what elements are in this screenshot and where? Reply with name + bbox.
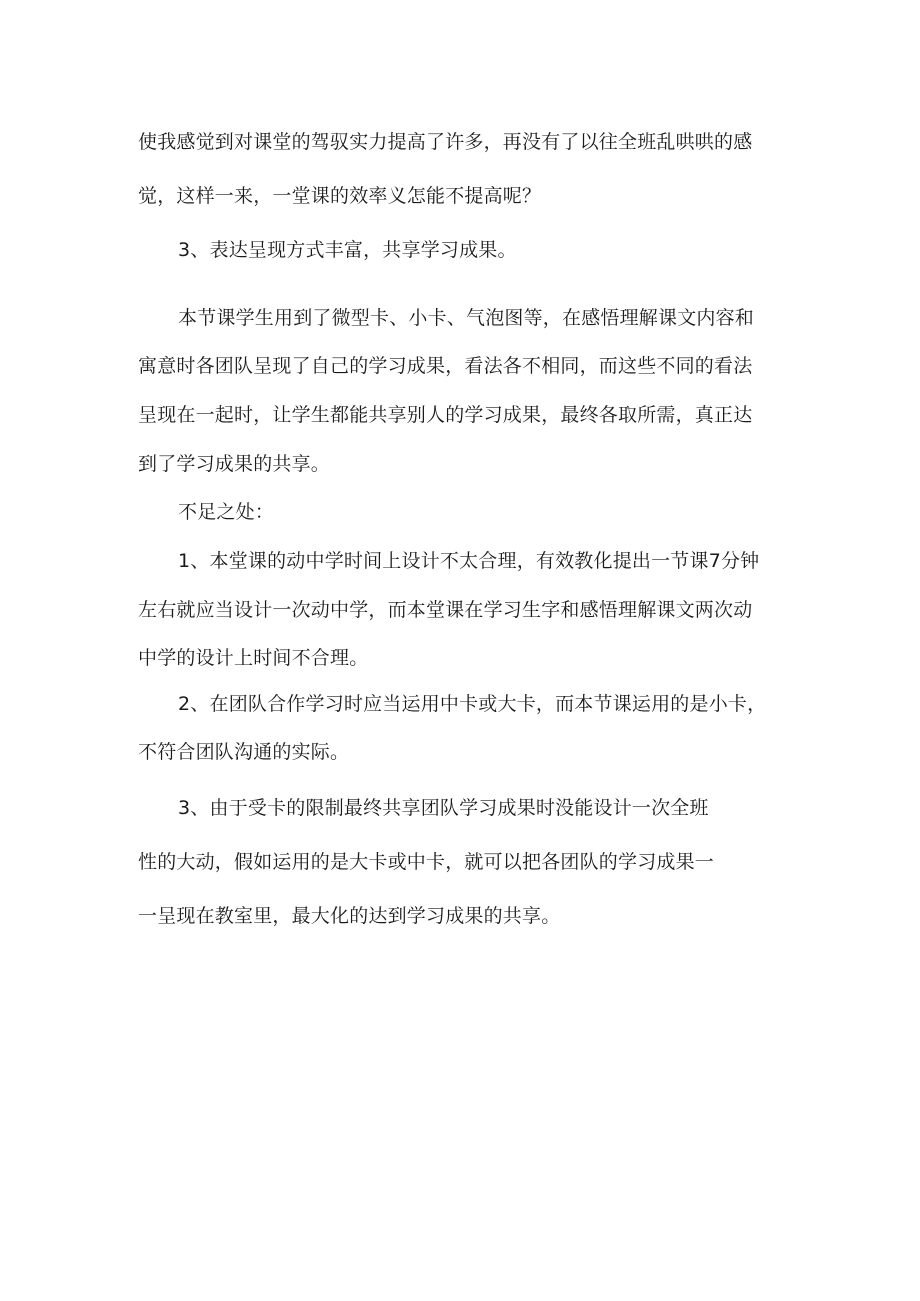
paragraph-line: 寓意时各团队呈现了自己的学习成果，看法各不相同，而这些不同的看法: [138, 355, 753, 377]
list-item-line: 2、在团队合作学习时应当运用中卡或大卡，而本节课运用的是小卡，: [178, 693, 767, 715]
paragraph-line: 使我感觉到对课堂的驾驭实力提高了许多，再没有了以往全班乱哄哄的感: [138, 131, 753, 153]
list-item-line: 不符合团队沟通的实际。: [138, 741, 350, 763]
list-item-line: 一呈现在教室里，最大化的达到学习成果的共享。: [138, 905, 561, 927]
list-item-line: 1、本堂课的动中学时间上设计不太合理，有效教化提出一节课7分钟: [178, 550, 760, 572]
paragraph-line: 到了学习成果的共享。: [138, 453, 331, 475]
paragraph-line: 呈现在一起时，让学生都能共享别人的学习成果，最终各取所需，真正达: [138, 404, 753, 426]
list-item-line: 3、由于受卡的限制最终共享团队学习成果时没能设计一次全班: [178, 797, 709, 819]
paragraph-line: 觉，这样一来，一堂课的效率义怎能不提高呢？: [138, 185, 542, 207]
section-heading: 3、表达呈现方式丰富，共享学习成果。: [178, 239, 517, 261]
paragraph-line: 本节课学生用到了微型卡、小卡、气泡图等，在感悟理解课文内容和: [178, 307, 755, 329]
list-item-line: 性的大动，假如运用的是大卡或中卡，就可以把各团队的学习成果一: [138, 851, 715, 873]
shortcomings-label: 不足之处：: [178, 501, 275, 523]
list-item-line: 左右就应当设计一次动中学，而本堂课在学习生字和感悟理解课文两次动: [138, 599, 753, 621]
list-item-line: 中学的设计上时间不合理。: [138, 647, 369, 669]
